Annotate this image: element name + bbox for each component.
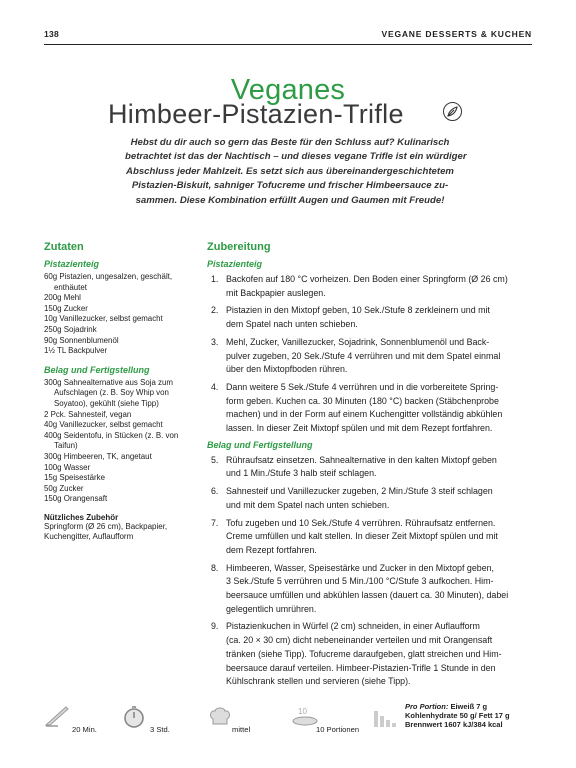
step-number: 9. xyxy=(211,621,219,632)
ingredient-item: 100g Wasser xyxy=(44,462,91,472)
vegan-leaf-icon xyxy=(443,102,462,121)
ingredient-item: 2 Pck. Sahnesteif, vegan xyxy=(44,409,132,419)
ingredient-item: 250g Sojadrink xyxy=(44,324,97,334)
stopwatch-icon xyxy=(122,705,146,729)
step-number: 3. xyxy=(211,336,219,347)
portions-text: 10 Portionen xyxy=(316,725,360,734)
ingredient-item: 400g Seidentofu, in Stücken (z. B. von Taifun) xyxy=(44,430,179,451)
step-item xyxy=(207,454,537,481)
ingredient-item: 50g Zucker xyxy=(44,483,84,493)
intro-line: Pistazien-Biskuit, sahniger Tofucreme und frischer Himbeersauce zu- xyxy=(131,180,449,192)
header-rule xyxy=(44,44,532,45)
ingredients-column xyxy=(44,241,194,543)
intro-line: betrachtet ist das der Nachtisch – und dieses vegane Trifle ist ein würdiger xyxy=(125,151,467,163)
steps-list-dough xyxy=(207,273,537,436)
nutrition-carbs-fat: Kohlenhydrate 50 g/ Fett 17 g xyxy=(405,711,510,721)
step-number: 6. xyxy=(211,486,219,497)
preparation-column xyxy=(207,241,537,693)
step-text-line: Himbeeren, Wasser, Speisestärke und Zucker in den Mixtopf geben, xyxy=(226,562,495,573)
step-item xyxy=(207,620,537,689)
nutrition-text xyxy=(405,702,510,730)
step-text-line: form geben. Kuchen ca. 30 Minuten (180 °C) backen (Stäbchenprobe xyxy=(226,395,499,406)
ingredient-item: 10g Vanillezucker, selbst gemacht xyxy=(44,314,163,324)
section-title: VEGANE DESSERTS & KUCHEN xyxy=(381,29,532,39)
plate-icon xyxy=(292,705,318,727)
ingredient-item: 300g Sahnealternative aus Soja zum Aufschlagen (z. B. Soy Whip von Soyatoo), gekühlt (siehe Tipp) xyxy=(44,377,173,408)
step-item xyxy=(207,562,537,617)
recipe-title-line1: Veganes xyxy=(230,74,346,106)
total-time-text: 3 Std. xyxy=(150,725,170,734)
step-text-line: Tofu zugeben und 10 Sek./Stufe 4 verrühren. Rühraufsatz entfernen. xyxy=(226,517,496,528)
steps-list-topping xyxy=(207,454,537,689)
step-number: 4. xyxy=(211,381,219,392)
step-text-line: Dann weitere 5 Sek./Stufe 4 verrühren und in die vorbereitete Spring- xyxy=(226,381,499,392)
nutrition-protein: Eiweiß 7 g xyxy=(450,702,488,711)
step-text-line: Kühlschrank stellen und servieren (siehe Tipp). xyxy=(226,676,411,687)
tools-heading: Nützliches Zubehör xyxy=(44,512,119,522)
tools-list: Springform (Ø 26 cm), Backpapier, Kuchengitter, Auflaufform xyxy=(44,521,168,542)
step-item xyxy=(207,381,537,436)
intro-line: sammen. Diese Kombination erfüllt Augen und Gaumen mit Freude! xyxy=(135,194,445,206)
step-text-line: Backofen auf 180 °C vorheizen. Den Boden einer Springform (Ø 26 cm) xyxy=(226,274,508,284)
step-text-line: Creme umfüllen und kalt stellen. In dieser Zeit Mixtopf spülen und mit xyxy=(226,531,498,542)
ingredient-group-title: Pistazienteig xyxy=(44,259,100,269)
intro-line: Abschluss jeder Mahlzeit. Es setzt sich aus übereinandergeschichtetem xyxy=(126,165,454,177)
step-text-line: lassen. In dieser Zeit Mixtopf spülen und mit dem Rezept fortfahren. xyxy=(226,423,493,434)
knife-icon xyxy=(44,705,70,727)
ingredient-group-title: Belag und Fertigstellung xyxy=(44,364,150,375)
step-text-line: pulver zugeben, 20 Sek./Stufe 4 verrühren und mit dem Spatel einmal xyxy=(226,350,501,361)
ingredient-item: 15g Speisestärke xyxy=(44,473,105,483)
step-text-line: Mehl, Zucker, Vanillezucker, Sojadrink, Sonnenblumenöl und Back- xyxy=(226,336,490,347)
step-text-line: Pistazien in den Mixtopf geben, 10 Sek./Stufe 8 zerkleinern und mit xyxy=(226,305,490,316)
ingredient-item: 90g Sonnenblumenöl xyxy=(44,335,119,345)
nutrition-label: Pro Portion: xyxy=(405,702,449,711)
step-text-line: (ca. 20 × 30 cm) dicht nebeneinander verteilen und mit Orangensaft xyxy=(226,635,493,646)
prep-time-text: 20 Min. xyxy=(72,725,97,734)
step-text-line: gelegentlich umrühren. xyxy=(226,603,317,614)
difficulty-text: mittel xyxy=(232,725,251,734)
recipe-footer xyxy=(44,702,536,739)
step-number: 1. xyxy=(211,274,219,284)
step-text-line: über den Mixtopfboden rühren. xyxy=(226,364,348,375)
ingredient-item: 200g Mehl xyxy=(44,293,81,303)
preparation-heading: Zubereitung xyxy=(207,241,271,253)
svg-text:10: 10 xyxy=(298,707,307,716)
step-number: 8. xyxy=(211,562,219,573)
step-item xyxy=(207,336,537,377)
step-text-line: und mit dem Spatel nach unten schieben. xyxy=(226,499,390,510)
step-text-line: Rühraufsatz einsetzen. Sahnealternative in den kalten Mixtopf geben xyxy=(226,454,497,465)
prep-group-title: Belag und Fertigstellung xyxy=(207,439,313,450)
step-text-line: Pistazienkuchen in Würfel (2 cm) schneiden, in einer Auflaufform xyxy=(226,621,480,632)
step-text-line: beersauce umfüllen und abkühlen lassen (dauert ca. 30 Minuten), dabei xyxy=(226,590,509,601)
step-text-line: tränken (siehe Tipp). Tofucreme daraufgeben, glatt streichen und Him- xyxy=(226,648,502,659)
step-number: 5. xyxy=(211,454,219,465)
ingredient-item: 150g Zucker xyxy=(44,303,88,313)
ingredient-list-topping xyxy=(44,378,194,505)
page-header xyxy=(44,29,532,43)
step-text-line: Sahnesteif und Vanillezucker zugeben, 2 Min./Stufe 3 steif schlagen xyxy=(226,486,493,497)
ingredient-item: 60g Pistazien, ungesalzen, geschält, enthäutet xyxy=(44,272,173,292)
ingredient-item: 1½ TL Backpulver xyxy=(44,346,108,356)
step-item xyxy=(207,304,537,331)
prep-group-title: Pistazienteig xyxy=(207,259,263,269)
step-text-line: und 1 Min./Stufe 3 halb steif schlagen. xyxy=(226,468,377,479)
step-text-line: mit Backpapier auslegen. xyxy=(226,287,326,298)
step-text-line: machen) und in der Form auf einem Kuchengitter vollständig abkühlen xyxy=(226,409,503,420)
nutrition-energy: Brennwert 1607 kJ/384 kcal xyxy=(405,720,503,730)
step-item xyxy=(207,485,537,512)
ingredient-list-dough xyxy=(44,272,194,357)
ingredient-item: 40g Vanillezucker, selbst gemacht xyxy=(44,420,163,430)
intro-text xyxy=(125,136,467,208)
step-text-line: dem Spatel nach unten schieben. xyxy=(226,319,358,330)
bar-chart-icon xyxy=(372,705,398,729)
step-item xyxy=(207,273,537,300)
ingredient-item: 300g Himbeeren, TK, angetaut xyxy=(44,451,152,461)
step-number: 2. xyxy=(211,305,219,316)
chef-hat-icon xyxy=(208,705,232,727)
page-number: 138 xyxy=(44,29,60,39)
intro-line: Hebst du dir auch so gern das Beste für den Schluss auf? Kulinarisch xyxy=(130,137,450,148)
step-text-line: 3 Sek./Stufe 5 verrühren und 5 Min./100 °C/Stufe 3 aufkochen. Him- xyxy=(226,576,494,587)
step-text-line: beersauce darauf verteilen. Himbeer-Pistazien-Trifle 1 Stunde in den xyxy=(226,662,496,673)
ingredients-heading: Zutaten xyxy=(44,241,84,253)
recipe-title-line2: Himbeer-Pistazien-Trifle xyxy=(108,99,404,129)
step-item xyxy=(207,517,537,558)
step-number: 7. xyxy=(211,517,219,528)
step-text-line: dem Rezept fortfahren. xyxy=(226,544,317,555)
ingredient-item: 150g Orangensaft xyxy=(44,494,108,504)
